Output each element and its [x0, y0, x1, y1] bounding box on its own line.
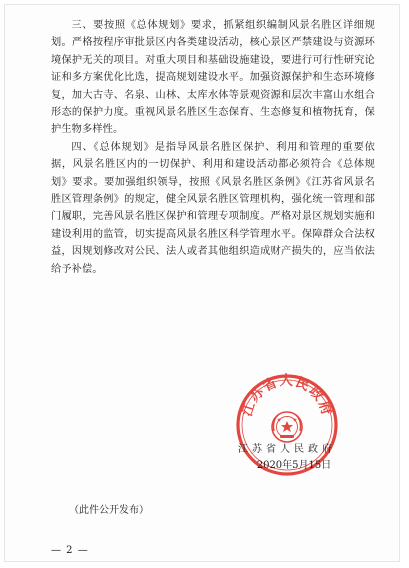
paragraph-item-3: 三、要按照《总体规划》要求，抓紧组织编制风景名胜区详细规划。严格按程序审批景区内各类建设活动，核心景区严禁建设与资源环境保护无关的项目。对重大项目和基础设施建设，要进行可行性研究论证和多方案优化比选，提高规划建设水平。加强资源保护和生态环境修复，加大古寺、名泉、山林、太库水体等景观资源和层次丰富山水组合形态的保护力度。重视风景名胜区生态保育、生态修复和植物抚育，保护生物多样性。	[51, 20, 375, 136]
paper-sheet	[4, 4, 400, 562]
paragraph-item-4: 四、《总体规划》是指导风景名胜区保护、利用和管理的重要依据，风景名胜区内的一切保护、利用和建设活动都必须符合《总体规划》要求。要加强组织领导，按照《风景名胜区条例》《江苏省风景名胜区管理条例》的规定，健全风景名胜区管理机构，强化统一管理和部门履职，完善风景名胜区保护和管理专项制度。严格对景区规划实施和建设利用的监管，切实提高风景名胜区科学管理水平。保障群众合法权益，因规划修改对公民、法人或者其他组织造成财产损失的，应当依法给予补偿。	[51, 141, 375, 275]
page-number: — 2 —	[51, 545, 89, 556]
signing-organization: 江苏省人民政府	[238, 444, 336, 455]
seal-emblem-icon	[272, 412, 302, 442]
signing-date: 2020年5月15日	[256, 460, 332, 471]
seal-text: 江苏省人民政府	[239, 373, 335, 419]
signature-block	[227, 443, 347, 473]
publish-note: （此件公开发布）	[69, 505, 149, 516]
document-body	[51, 17, 375, 278]
